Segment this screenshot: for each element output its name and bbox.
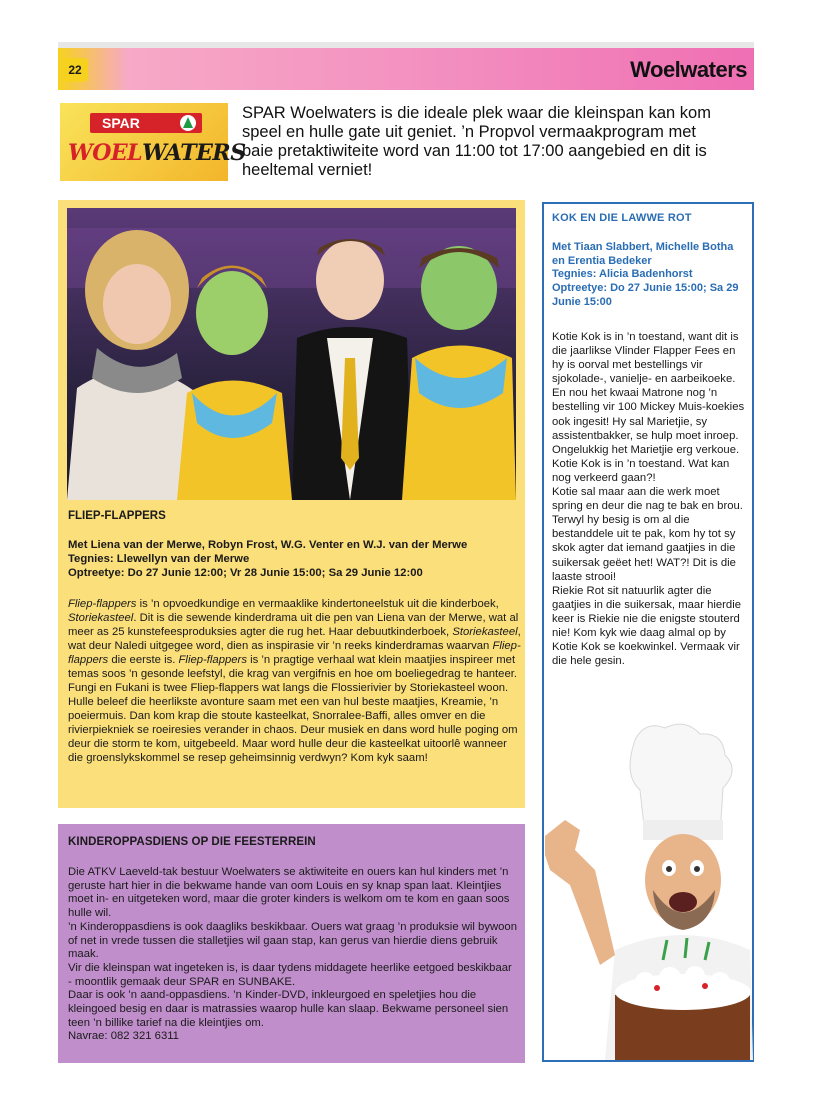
brand-title: Woelwaters	[630, 57, 747, 82]
spar-wordmark: SPAR	[90, 113, 202, 133]
fliep-flappers-cast-photo	[67, 208, 516, 500]
page-number: 22	[62, 58, 88, 82]
intro-text: SPAR Woelwaters is die ideale plek waar die kleinspan kan kom speel en hulle gate uit geniet. ’n Propvol vermaakprogram met baie pretaktiwiteite word van 11:00 tot 17:00 aangebied en dit is heeltemal verniet!	[242, 104, 711, 179]
kok-lawwe-rot-body: Kotie Kok is in ’n toestand, want dit is die jaarlikse Vlinder Flapper Fees en hy is oorval met bestellings vir sjokolade-, vanielje- en aarbeikoeke. En nou het kwaai Matrone nog ’n bestelling vir 100 Mickey Muis-koekies ook ingesit! Hy sal Marietjie, sy assistentbakker, se hulp moet inroep. Ongelukkig het Marietjie erg verkoue. Kotie Kok is in ’n toestand. Wat kan nog verkeerd gaan?! Kotie sal maar aan die werk moet spring en deur die nag te bak en brou. Terwyl hy besig is om al die bestanddele uit te pak, kom hy tot sy skok agter dat iemand gaatjies in die suikersak geëet het! WAT?! Dit is die laaste strooi! Riekie Rot sit natuurlik agter die gaatjies in die suikersak, maar hierdie keer is Riekie nie die enigste stouterd nie! Kom kyk wie daag almal op by Kotie Kok se koekwinkel. Vermaak vir die hele gesin.	[552, 331, 745, 668]
kinderoppasdiens-body: Die ATKV Laeveld-tak bestuur Woelwaters se aktiwiteite en ouers kan hul kinders met ’n geruste hart hier in die bekwame hande van oom Louis en sy knap span laat. Kleintjies moet in- en uitgeteken word, maar die groter kinders is welkom om te kom en gaan soos hulle wil. ’n Kinderoppasdiens is ook daagliks beskikbaar. Ouers wat graag ’n produksie wil bywoon of net in vrede tussen die stalletjies wil gaan stap, kan gerus van hierdie diens gebruik maak. Vir die kleinspan wat ingeteken is, is daar tydens middagete heerlike eetgoed beskikbaar - moontlik gemaak deur SPAR en SUNBAKE. Daar is ook ’n aand-oppasdiens. ’n Kinder-DVD, inkleurgoed en speletjies hou die kleingoed besig en daar is matrassies waarop hulle kan slaap. Bekwame personeel sien teen ’n billike tarief na die kleintjies om. Navrae: 082 321 6311	[68, 866, 517, 1043]
fliep-times: Optreetye: Do 27 Junie 12:00; Vr 28 Junie 15:00; Sa 29 Junie 12:00	[68, 567, 423, 579]
fliep-tech: Tegnies: Llewellyn van der Merwe	[68, 553, 250, 565]
fliep-flappers-credits	[68, 538, 523, 580]
spar-tree-icon	[180, 115, 196, 131]
kok-lawwe-rot-credits: Met Tiaan Slabbert, Michelle Botha en Erentia Bedeker Tegnies: Alicia Badenhorst Optreetye: Do 27 Junie 15:00; Sa 29 Junie 15:00	[552, 241, 739, 308]
chef-photo	[545, 720, 753, 1060]
fliep-cast: Met Liena van der Merwe, Robyn Frost, W.G. Venter en W.J. van der Merwe	[68, 539, 468, 551]
kok-lawwe-rot-heading: KOK EN DIE LAWWE ROT	[552, 212, 692, 224]
fliep-flappers-heading: FLIEP-FLAPPERS	[68, 510, 166, 522]
kinderoppasdiens-heading: KINDEROPPASDIENS OP DIE FEESTERREIN	[68, 836, 316, 848]
spar-woelwaters-logo	[60, 103, 246, 181]
fliep-flappers-body: Fliep-flappers is ’n opvoedkundige en vermaaklike kindertoneelstuk uit die kinderboek, Storiekasteel. Dit is die sewende kinderdrama uit die pen van Liena van der Merwe, wat al meer as 25 kunstefeesproduksies agter die rug het. Haar debuutkinderboek, Storiekasteel, wat deur Naledi uitgegee word, dien as inspirasie vir ’n reeks kinderdramas waarvan Fliep-flappers die eerste is. Fliep-flappers is ’n pragtige verhaal wat klein maatjies inspireer met temas soos ’n gesonde leefstyl, die krag van vergifnis en hoe om boeliegedrag te hanteer. Fungi en Fukani is twee Fliep-flappers wat langs die Flossierivier by Storiekasteel woon. Hulle beleef die heerlikste avonture saam met een van hul beste maatjies, Kreamie, ’n poeiermuis. Dan kom krap die stoute kasteelkat, Snorralee-Baffi, alles omver en die rivierpiekniek se roeiresies verander in chaos. Deur musiek en dans word hulle poging om deur die storm te kom, uitgebeeld. Maar word hulle deur die kasteelkat uitoorlê wanneer die groenslykskommel se resep geheimsinnig verdwyn? Kom kyk saam!	[68, 598, 521, 764]
woelwaters-wordmark: WOELWATERS	[68, 140, 246, 166]
